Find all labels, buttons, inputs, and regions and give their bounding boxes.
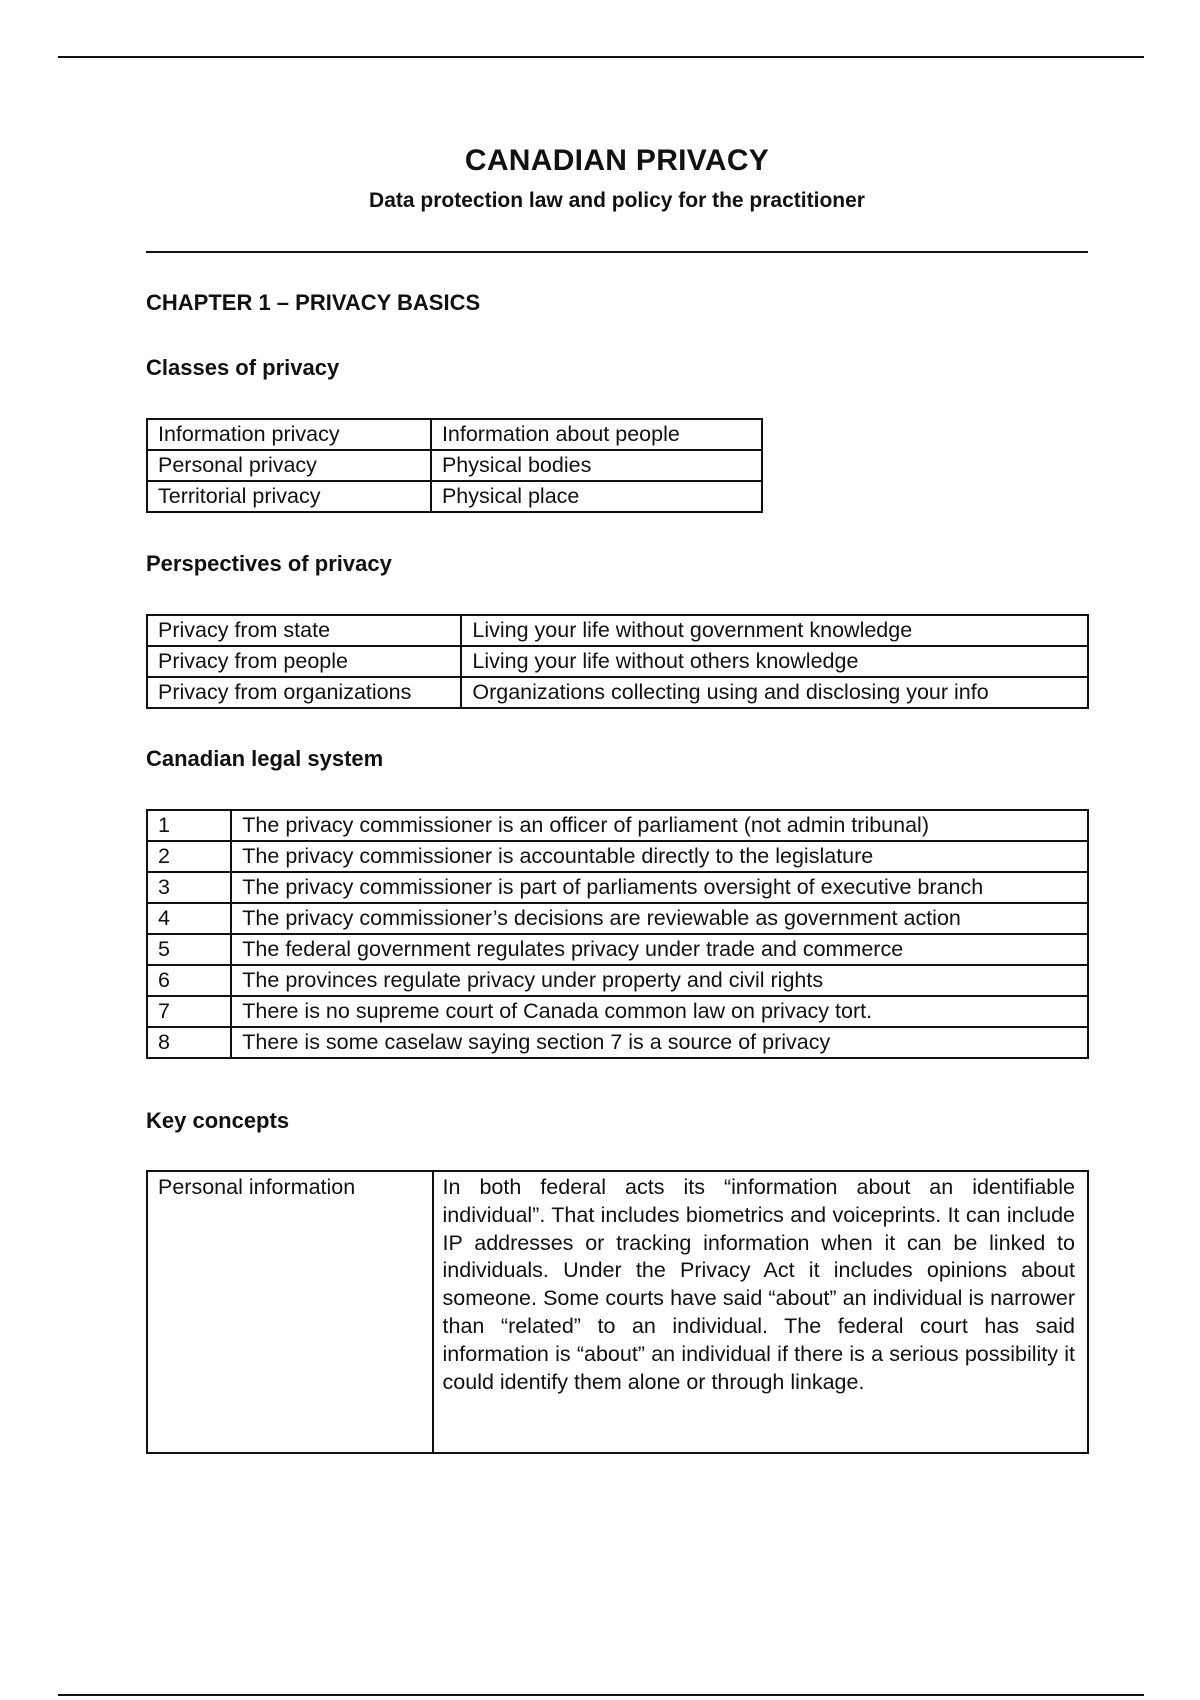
- term-cell: Privacy from organizations: [147, 677, 461, 708]
- term-cell: Territorial privacy: [147, 481, 431, 512]
- description-cell: Organizations collecting using and disclosing your info: [461, 677, 1088, 708]
- statement-cell: The privacy commissioner is part of parliaments oversight of executive branch: [231, 872, 1088, 903]
- statement-cell: There is some caselaw saying section 7 is a source of privacy: [231, 1027, 1088, 1058]
- term-cell: Privacy from state: [147, 615, 461, 646]
- number-cell: 7: [147, 996, 231, 1027]
- table-row: [147, 810, 1088, 841]
- canadian-legal-system-table: [146, 809, 1089, 1059]
- table-row: [147, 450, 762, 481]
- classes-of-privacy-table: [146, 418, 763, 513]
- table-row: [147, 996, 1088, 1027]
- definition-cell: In both federal acts its “information about an identifiable individual”. That includes biometrics and voiceprints. It can include IP addresses or tracking information when it can be linked to individuals. Under the Privacy Act it includes opinions about someone. Some courts have said “about” an individual is narrower than “related” to an individual. The federal court has said information is “about” an individual if there is a serious possibility it could identify them alone or through linkage.: [433, 1171, 1088, 1453]
- number-cell: 3: [147, 872, 231, 903]
- document-subtitle: Data protection law and policy for the practitioner: [369, 189, 865, 212]
- term-cell: Privacy from people: [147, 646, 461, 677]
- title-divider: [146, 251, 1088, 253]
- statement-cell: The federal government regulates privacy under trade and commerce: [231, 934, 1088, 965]
- key-concepts-table: [146, 1170, 1089, 1454]
- statement-cell: The privacy commissioner is accountable directly to the legislature: [231, 841, 1088, 872]
- term-cell: Information privacy: [147, 419, 431, 450]
- table-row: [147, 677, 1088, 708]
- number-cell: 2: [147, 841, 231, 872]
- section-heading-classes-of-privacy: Classes of privacy: [146, 355, 340, 380]
- description-cell: Physical bodies: [431, 450, 762, 481]
- table-row: [147, 481, 762, 512]
- section-heading-key-concepts: Key concepts: [146, 1108, 290, 1133]
- table-row: [147, 646, 1088, 677]
- number-cell: 6: [147, 965, 231, 996]
- table-row: [147, 1027, 1088, 1058]
- term-cell: Personal privacy: [147, 450, 431, 481]
- perspectives-of-privacy-table: [146, 614, 1089, 709]
- section-heading-perspectives-of-privacy: Perspectives of privacy: [146, 551, 392, 576]
- description-cell: Living your life without government knowledge: [461, 615, 1088, 646]
- page-header-rule: [58, 56, 1144, 58]
- table-row: [147, 615, 1088, 646]
- table-row: [147, 934, 1088, 965]
- number-cell: 8: [147, 1027, 231, 1058]
- document-title: CANADIAN PRIVACY: [464, 144, 770, 177]
- number-cell: 4: [147, 903, 231, 934]
- section-heading-canadian-legal-system: Canadian legal system: [146, 746, 384, 771]
- statement-cell: The privacy commissioner is an officer of parliament (not admin tribunal): [231, 810, 1088, 841]
- description-cell: Information about people: [431, 419, 762, 450]
- number-cell: 1: [147, 810, 231, 841]
- chapter-heading: CHAPTER 1 – PRIVACY BASICS: [146, 290, 481, 315]
- table-row: [147, 903, 1088, 934]
- page-footer-rule: [58, 1694, 1144, 1696]
- description-cell: Living your life without others knowledge: [461, 646, 1088, 677]
- term-cell: Personal information: [147, 1171, 433, 1453]
- statement-cell: There is no supreme court of Canada common law on privacy tort.: [231, 996, 1088, 1027]
- table-row: [147, 965, 1088, 996]
- table-row: [147, 419, 762, 450]
- statement-cell: The provinces regulate privacy under property and civil rights: [231, 965, 1088, 996]
- table-row: [147, 872, 1088, 903]
- number-cell: 5: [147, 934, 231, 965]
- table-row: [147, 841, 1088, 872]
- table-row: [147, 1171, 1088, 1453]
- description-cell: Physical place: [431, 481, 762, 512]
- statement-cell: The privacy commissioner’s decisions are reviewable as government action: [231, 903, 1088, 934]
